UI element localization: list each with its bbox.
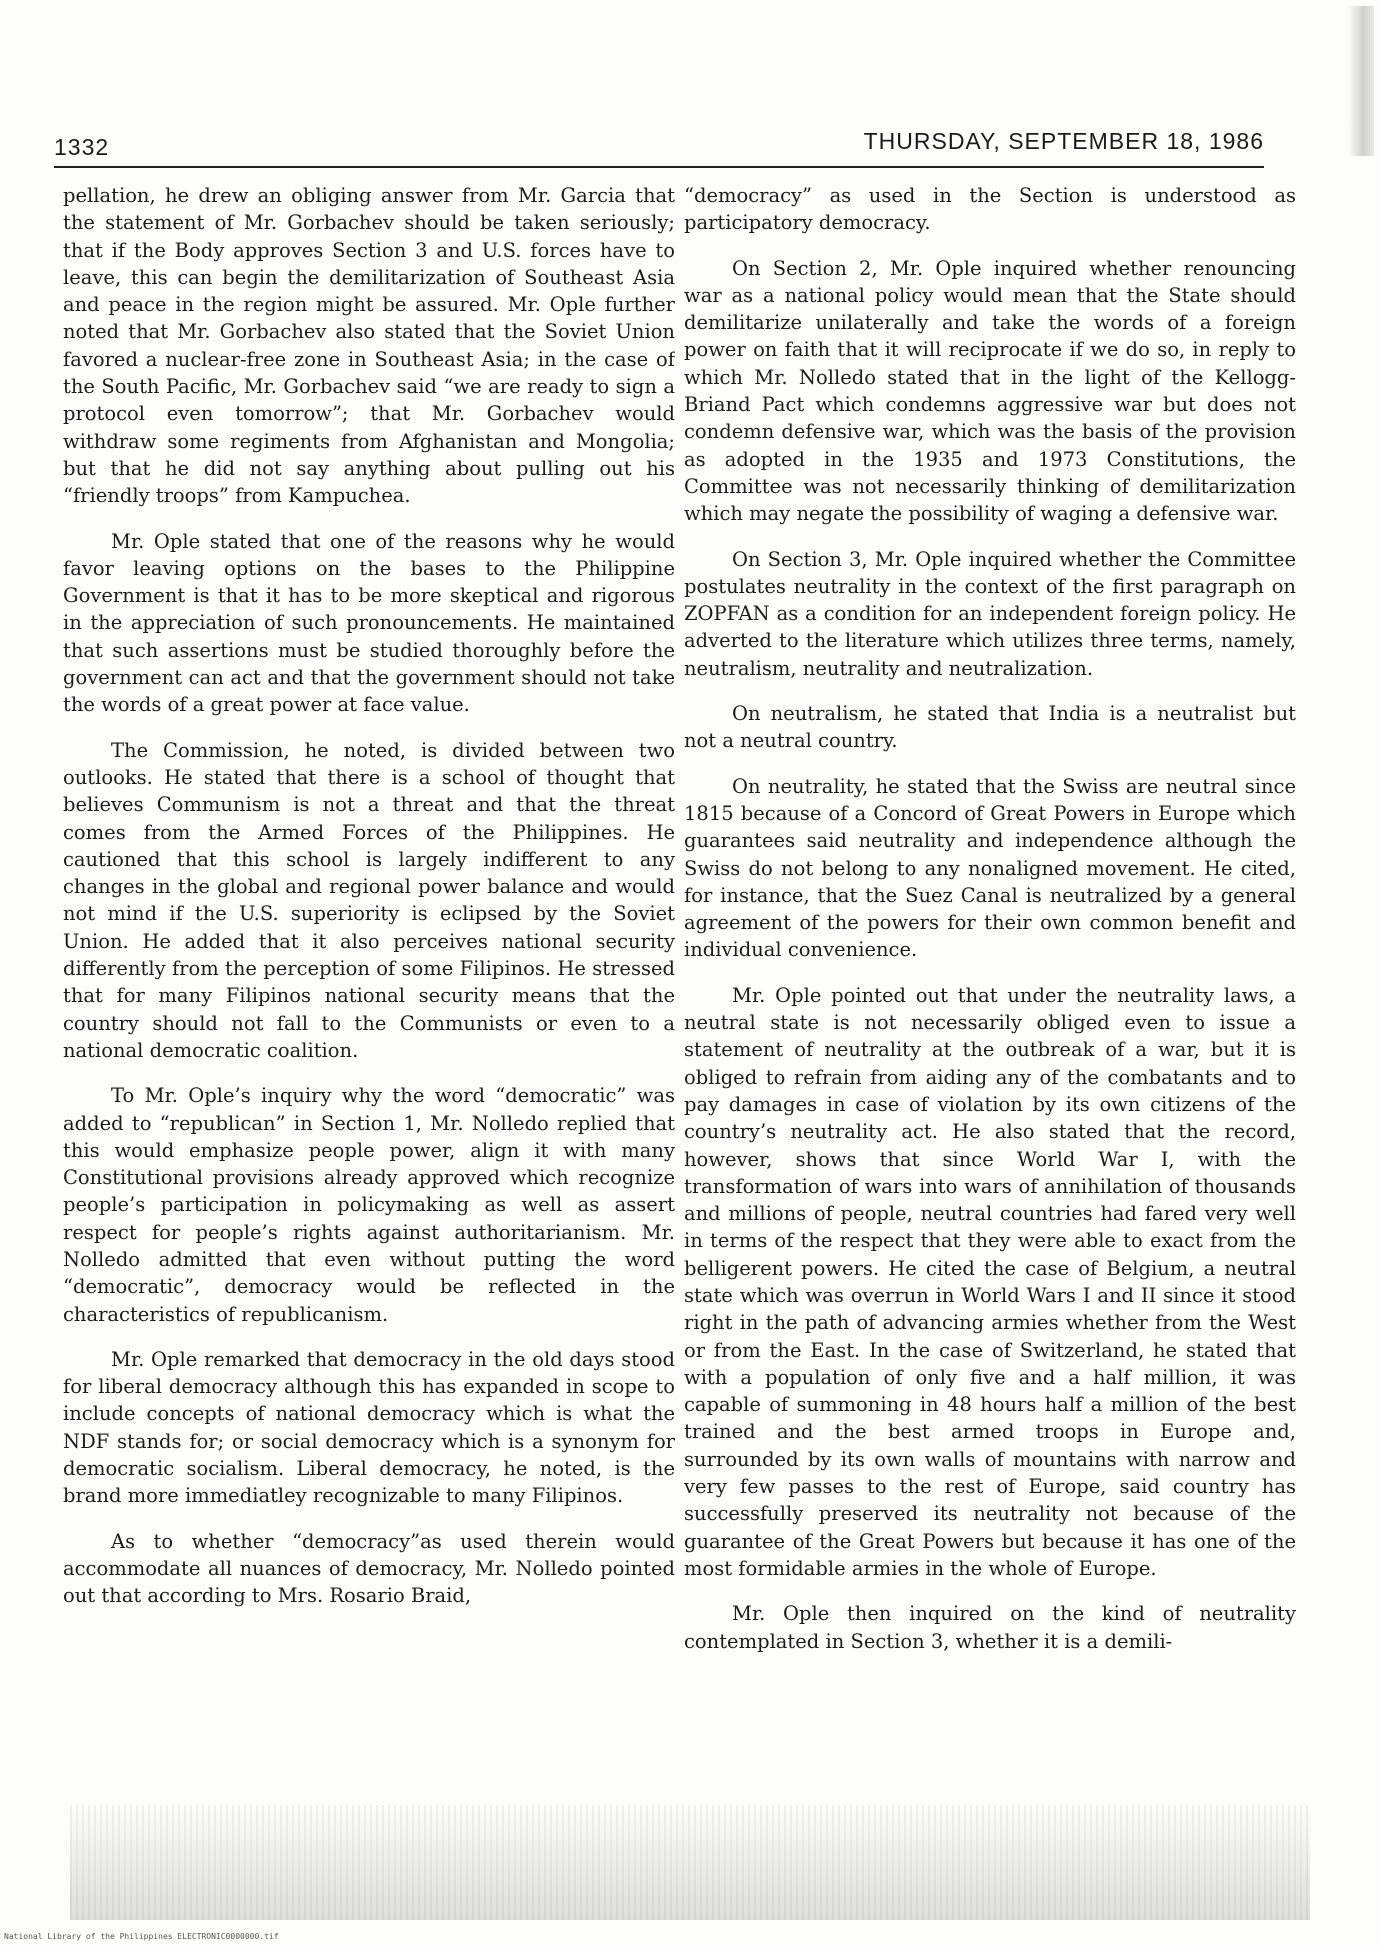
header-rule <box>54 166 1264 168</box>
page-number: 1332 <box>54 134 110 160</box>
paragraph: To Mr. Ople’s inquiry why the word “democratic” was added to “republican” in Section 1, Mr. Nolledo replied that this would emphasize people power, align it with many Constitutional provisions already approved which recognize people’s participation in policymaking as well as assert respect for people’s rights against authoritarianism. Mr. Nolledo admitted that even without putting the word “democratic”, democracy would be reflected in the characteristics of republicanism. <box>63 1084 675 1326</box>
paragraph: Mr. Ople stated that one of the reasons why he would favor leaving options on the bases to the Philippine Government is that it has to be more skeptical and rigorous in the appreciation of such pronouncements. He maintained that such assertions must be studied thoroughly before the government can act and that the government should not take the words of a great power at face value. <box>63 529 675 717</box>
scan-footer: National Library of the Philippines ELECTRONIC0000000.tif <box>4 1932 279 1941</box>
paragraph: Mr. Ople remarked that democracy in the old days stood for liberal democracy although this has expanded in scope to include concepts of national democracy which is what the NDF stands for; or social democracy which is a synonym for democratic socialism. Liberal democracy, he noted, is the brand more immediatley recognizable to many Filipinos. <box>63 1347 675 1508</box>
paragraph: On Section 3, Mr. Ople inquired whether the Committee postulates neutrality in the context of the first paragraph on ZOPFAN as a condition for an independent foreign policy. He adverted to the literature which utilizes three terms, namely, neutralism, neutrality and neutralization. <box>684 547 1296 680</box>
paragraph: The Commission, he noted, is divided between two outlooks. He stated that there is a school of thought that believes Communism is not a threat and that the threat comes from the Armed Forces of the Philippines. He cautioned that this school is largely indifferent to any changes in the global and regional power balance and would not mind if the U.S. superiority is eclipsed by the Soviet Union. He added that it also perceives national security differently from the perception of some Filipinos. He stressed that for many Filipinos national security means that the country should not fall to the Communists or even to a national democratic coalition. <box>63 738 675 1062</box>
paragraph: “democracy” as used in the Section is understood as participatory democracy. <box>684 184 1296 235</box>
scan-edge-mark <box>1348 6 1374 156</box>
paragraph: pellation, he drew an obliging answer from Mr. Garcia that the statement of Mr. Gorbachev should be taken seriously; that if the Body approves Section 3 and U.S. forces have to leave, this can begin the demilitarization of Southeast Asia and peace in the region might be assured. Mr. Ople further noted that Mr. Gorbachev also stated that the Soviet Union favored a nuclear-free zone in Southeast Asia; in the case of the South Pacific, Mr. Gorbachev said “we are ready to sign a protocol even tomorrow”; that Mr. Gorbachev would withdraw some regiments from Afghanistan and Mongolia; but that he did not say anything about pulling out his “friendly troops” from Kampuchea. <box>63 184 675 508</box>
paragraph: On Section 2, Mr. Ople inquired whether renouncing war as a national policy would mean that the State should demilitarize unilaterally and take the words of a foreign power on faith that it will reciprocate if we do so, in reply to which Mr. Nolledo stated that in the light of the Kellogg-Briand Pact which condemns aggressive war but does not condemn defensive war, which was the basis of the provision as adopted in the 1935 and 1973 Constitutions, the Committee was not necessarily thinking of demilitarization which may negate the possibility of waging a defensive war. <box>684 256 1296 526</box>
paragraph: As to whether “democracy”as used therein would accommodate all nuances of democracy, Mr. Nolledo pointed out that according to Mrs. Rosario Braid, <box>63 1529 675 1608</box>
page-date: THURSDAY, SEPTEMBER 18, 1986 <box>863 128 1264 154</box>
scan-noise <box>70 1805 1310 1920</box>
page-header <box>54 128 1264 162</box>
paragraph: Mr. Ople pointed out that under the neutrality laws, a neutral state is not necessarily obliged even to issue a statement of neutrality at the outbreak of a war, but it is obliged to refrain from aiding any of the combatants and to pay damages in case of violation by its own citizens of the country’s neutrality act. He also stated that the record, however, shows that since World War I, with the transformation of wars into wars of annihilation of thousands and millions of people, neutral countries had fared very well in terms of the respect that they were able to exact from the belligerent powers. He cited the case of Belgium, a neutral state which was overrun in World Wars I and II since it stood right in the path of advancing armies whether from the West or from the East. In the case of Switzerland, he stated that with a population of only five and a half million, it was capable of summoning in 48 hours half a million of the best trained and the best armed troops in Europe and, surrounded by its own walls of mountains with narrow and very few passes to the rest of Europe, said country has successfully preserved its neutrality not because of the guarantee of the Great Powers but because it has one of the most formidable armies in the whole of Europe. <box>684 983 1296 1580</box>
left-column <box>63 182 675 1792</box>
right-column <box>684 182 1296 1792</box>
paragraph: On neutralism, he stated that India is a neutralist but not a neutral country. <box>684 702 1296 753</box>
paragraph: Mr. Ople then inquired on the kind of neutrality contemplated in Section 3, whether it is a demili- <box>684 1602 1296 1653</box>
paragraph: On neutrality, he stated that the Swiss are neutral since 1815 because of a Concord of Great Powers in Europe which guarantees said neutrality and independence although the Swiss do not belong to any nonaligned movement. He cited, for instance, that the Suez Canal is neutralized by a general agreement of the powers for their own common benefit and individual convenience. <box>684 774 1296 962</box>
